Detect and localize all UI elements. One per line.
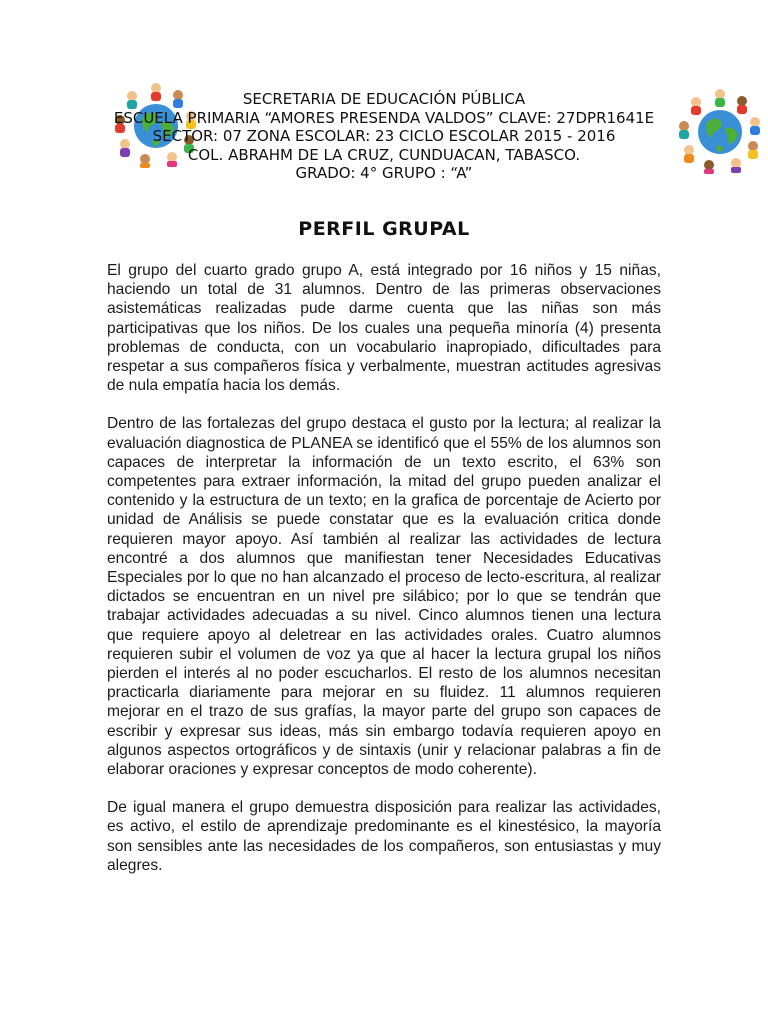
header-school: ESCUELA PRIMARIA “AMORES PRESENDA VALDOS” CLAVE: 27DPR1641E xyxy=(113,108,655,127)
document-header xyxy=(100,90,668,183)
header-address: COL. ABRAHM DE LA CRUZ, CUNDUACAN, TABASCO. xyxy=(187,145,581,164)
page-title: PERFIL GRUPAL xyxy=(298,218,470,240)
document-body xyxy=(107,261,661,894)
paragraph-strengths: Dentro de las fortalezas del grupo destaca el gusto por la lectura; al realizar la evaluación diagnostica de PLANEA se identificó que el 55% de los alumnos son capaces de interpretar la información de un texto escrito, el 63% son competentes para extraer información, la mitad del grupo pueden analizar el contenido y la estructura de un texto; en la grafica de porcentaje de Acierto por unidad de Análisis se puede constatar que es la evaluación critica donde requieren mayor apoyo. Así también al realizar las actividades de lectura encontré a dos alumnos que manifiestan tener Necesidades Educativas Especiales por lo que no han alcanzado el proceso de lecto-escritura, al realizar dictados se encuentran en un nivel pre silábico; por lo que se tendrán que trabajar actividades adecuadas a su nivel. Cinco alumnos tienen una lectura que requiere apoyo al deletrear en las actividades orales. Cuatro alumnos requieren subir el volumen de voz ya que al hacer la lectura grupal los niños pierden el interés al no poder escucharlos. El resto de los alumnos necesitan practicarla diariamente para mejorar en su fluidez. 11 alumnos requieren mejorar en el trazo de sus grafías, la mayor parte del grupo son capaces de escribir y expresar sus ideas, más sin embargo todavía requieren apoyo en algunos aspectos ortográficos y de sintaxis (unir y relacionar palabras a fin de elaborar oraciones y expresar conceptos de modo coherente). xyxy=(107,415,661,779)
header-sector: SECTOR: 07 ZONA ESCOLAR: 23 CICLO ESCOLAR 2015 - 2016 xyxy=(152,127,616,145)
globe-children-icon xyxy=(676,86,764,174)
header-ministry: SECRETARIA DE EDUCACIÓN PÚBLICA xyxy=(242,90,526,108)
paragraph-intro: El grupo del cuarto grado grupo A, está integrado por 16 niños y 15 niñas, haciendo un total de 31 alumnos. Dentro de las primeras observaciones asistemáticas realizadas pude darme cuenta que las niñas son más participativas que los niños. De los cuales una pequeña minoría (4) presenta problemas de conducta, con un vocabulario inapropiado, dificultades para respetar a sus compañeros física y verbalmente, muestran actitudes agresivas de nula empatía hacia los demás. xyxy=(107,262,661,395)
header-grade: GRADO: 4° GRUPO : “A” xyxy=(295,164,473,182)
paragraph-closing: De igual manera el grupo demuestra disposición para realizar las actividades, es activo, el estilo de aprendizaje predominante es el kinestésico, la mayoría son sensibles ante las necesidades de los compañeros, son entusiastas y muy alegres. xyxy=(107,799,661,874)
